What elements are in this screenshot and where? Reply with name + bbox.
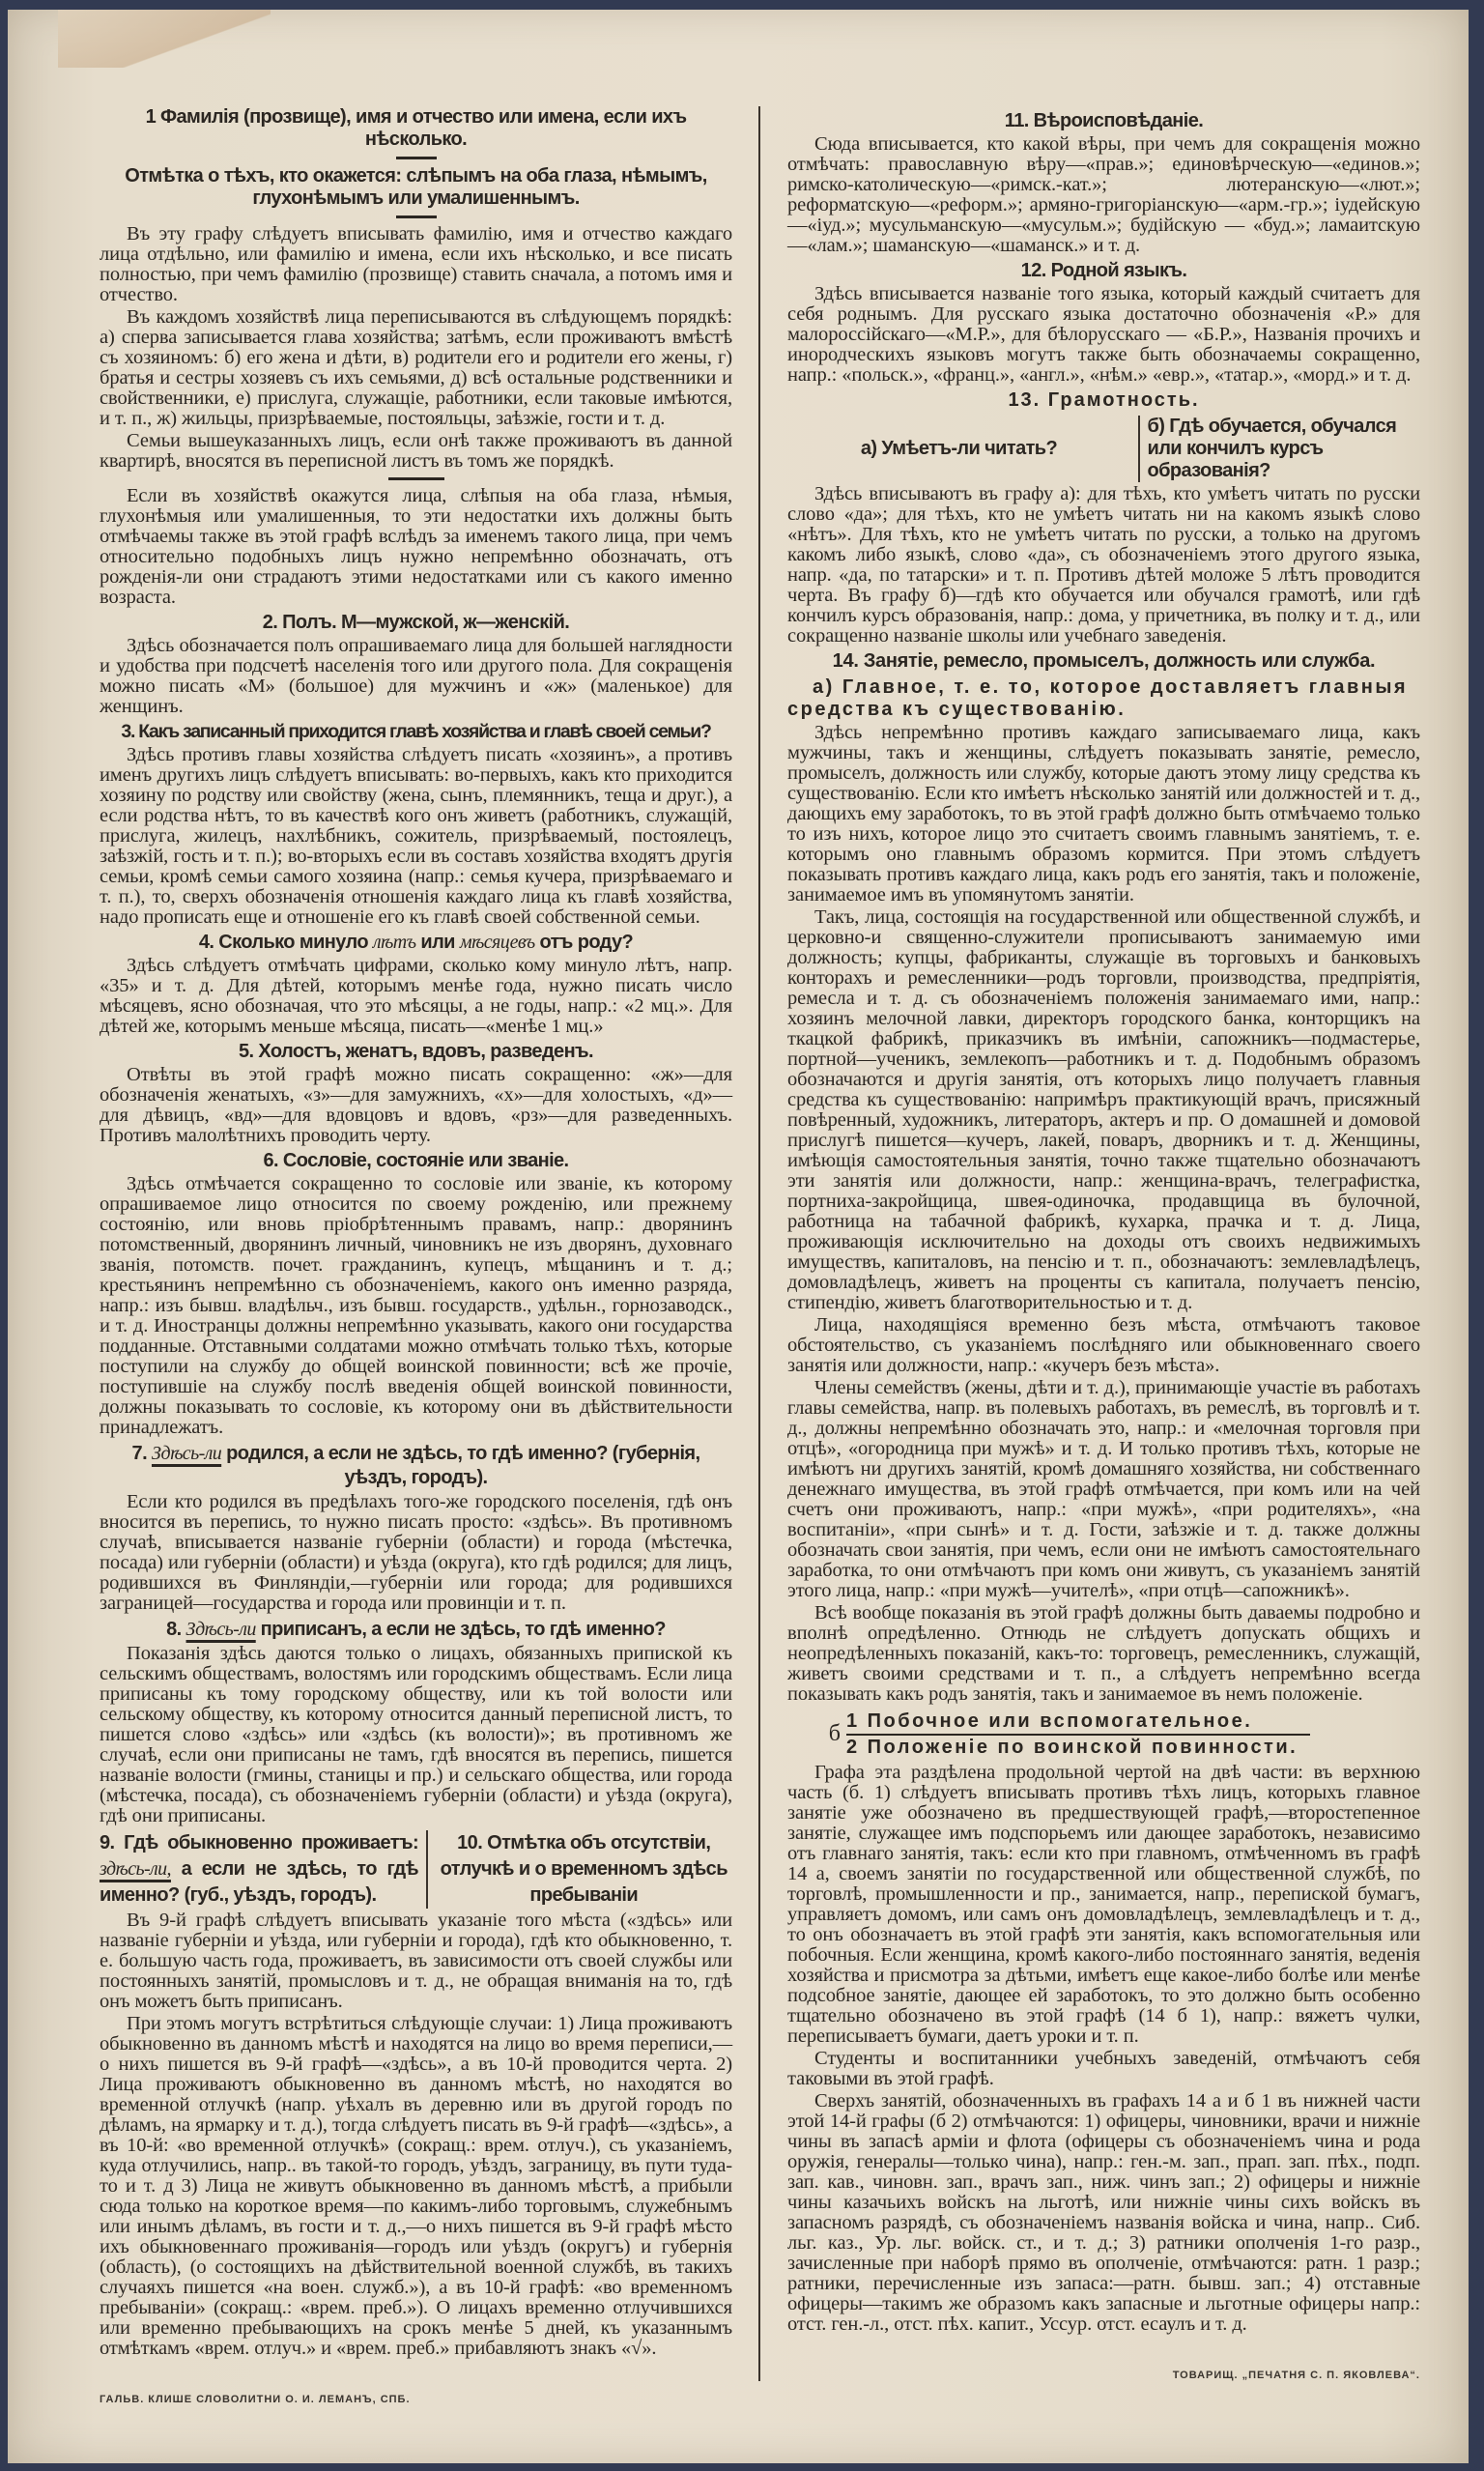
section-7-paragraph: Если кто родился въ предѣлахъ того-же городского поселенія, гдѣ онъ вносится въ перепись, то нужно писать просто: «здѣсь». Въ противномъ случаѣ, вписывается названіе губерніи (области) и города (мѣстечка, посада) или губерніи (области) и уѣзда (округа), кто гдѣ родился; для лицъ, родившихся въ Финляндіи,—губерніи или города; для родившихся заграницей—государства и города или провинціи и т. п. (100, 1491, 732, 1614)
title-emphasis: Здѣсь-ли (151, 1443, 222, 1464)
title-part: отъ роду? (534, 932, 634, 953)
section-1-paragraph: Въ эту графу слѣдуетъ вписывать фамилію, имя и отчество каждаго лица отдѣльно, или фамилію и имена, если ихъ нѣсколько, и все писать полностью, при чемъ фамилію (прозвище) ставить сначала, а потомъ имя и отчество. (100, 223, 732, 305)
section-4-title (100, 932, 732, 954)
section-11-title: 11. Вѣроисповѣданіе. (1004, 110, 1204, 131)
section-14b-header (787, 1710, 1420, 1759)
section-14-paragraph: Здѣсь непремѣнно противъ каждаго записываемаго лица, какъ мужчины, такъ и женщины, слѣдуетъ показывать занятіе, ремесло, промыселъ, должность или службу, которые даютъ этому лицу средства къ существованію. Если кто имѣетъ нѣсколько занятій или должностей и т. д., дающихъ ему заработокъ, то въ этой графѣ должно быть отмѣчаемо только то изъ нихъ, которое лицо это считаетъ своимъ главнымъ занятіемъ, т. е. которымъ оно главнымъ образомъ кормится. При этомъ слѣдуетъ показывать противъ каждаго лица, какъ родъ его занятія, такъ и положеніе, занимаемое имъ въ упомянутомъ занятіи. (787, 722, 1420, 905)
section-9-10-divider (426, 1830, 428, 1909)
section-3-paragraph: Здѣсь противъ главы хозяйства слѣдуетъ писать «хозяинъ», а противъ именъ другихъ лицъ слѣдуетъ вписывать: во-первыхъ, какъ кто приходится хозяину по родству или свойству (жена, сынъ, племянникъ, теща и друг.), а если родства нѣтъ, то въ качествѣ кого онъ живетъ (работникъ, служащій, прислуга, жилецъ, нахлѣбникъ, сожитель, призрѣваемый, постоялецъ, заѣзжій, гость и т. п.); во-вторыхъ если въ составъ хозяйства входятъ другія семьи, кромѣ семьи самого хозяина (напр.: семья кучера, призрѣваемаго и т. п.), то, сверхъ обозначенія отношенія каждаго лица къ главѣ хозяйства, надо прописать еще и отношеніе его къ главѣ своей собственной семьи. (100, 744, 732, 928)
section-6-paragraph: Здѣсь отмѣчается сокращенно то сословіе или званіе, къ которому опрашиваемое лицо относится по своему рожденію, или прежнему состоянію, или вновь пріобрѣтеннымъ правамъ, напр.: дворянинъ потомственный, дворянинъ личный, чиновникъ не изъ дворянъ, духовнаго званія, потомств. почет. гражданинъ, купецъ, мѣщанинъ и т. д.; крестьянинъ непремѣнно съ обозначеніемъ, какого онъ именно разряда, напр.: изъ бывш. владѣльч., изъ бывш. государств., удѣльн., горнозаводск., и т. д. Иностранцы должны непремѣнно указывать, какого они государства подданные. Отставными солдатами можно отмѣчать только тѣхъ, которые поступили на службу до общей воинской повинности; всѣ же прочіе, поступившіе на службу послѣ введенія общей воинской повинности, должны показывать то сословіе, къ которому они въ дѣйствительности принадлежатъ. (100, 1173, 732, 1438)
section-13-paragraph: Здѣсь вписываютъ въ графу а): для тѣхъ, кто умѣетъ читать по русски слово «да»; для тѣхъ, кто не умѣетъ читать ни на какомъ языкѣ слово «нѣтъ». Для тѣхъ, кто не умѣетъ читать по русски, а только на другомъ какомъ либо языкѣ, слово «да», съ обозначеніемъ этого другого языка, напр. «да, по татарски» и т. п. Противъ дѣтей моложе 5 лѣтъ проводится черта. Въ графу б)—гдѣ кто обучается или обучался грамотѣ, или гдѣ кончилъ курсъ образованія, напр.: дома, у причетника, въ полку и т. д., или сокращенно названіе школы или учебнаго заведенія. (787, 483, 1420, 646)
section-1-note: Отмѣтка о тѣхъ, кто окажется: слѣпымъ на оба глаза, нѣмымъ, глухонѣмымъ или умалишеннымъ. (125, 165, 707, 209)
title-part: родился, а если не здѣсь, то гдѣ именно? (губернія, уѣздъ, городъ). (221, 1443, 700, 1488)
section-14b2-title: 2 Положеніе по воинской повинности. (846, 1736, 1298, 1758)
section-14-paragraph: Графа эта раздѣлена продольной чертой на двѣ части: въ верхнюю часть (б. 1) слѣдуетъ вписывать противъ тѣхъ лицъ, которыхъ главное занятіе уже обозначено въ предшествующей графѣ,—второстепенное занятіе, служащее имъ подспорьемъ или дающее заработокъ, независимо отъ главнаго занятія, такъ: если кто при главномъ, отмѣченномъ въ графѣ 14 а, своемъ занятіи по государственной или общественной службѣ, по торговлѣ, промышленности и пр., занимается, напр., перепиской бумагъ, управляетъ домомъ, или самъ онъ домовладѣлецъ, землевладѣлецъ и т. д., то онъ обозначаетъ въ этой графѣ эти занятія, какъ вспомогательныя или побочныя. Если женщина, кромѣ какого-либо постояннаго занятія, веденія хозяйства и присмотра за дѣтьми, имѣетъ еще какое-либо болѣе или менѣе подсобное занятіе, дающее ей заработокъ, то это должно быть особенно тщательно обозначено въ этой графѣ (14 б 1), напр.: вяжетъ чулки, переписываетъ бумаги, даетъ уроки и т. п. (787, 1761, 1420, 2047)
folded-corner (58, 10, 271, 68)
printer-credit-left: ГАЛЬВ. КЛИШЕ СЛОВОЛИТНИ О. И. ЛЕМАНЪ, СПБ. (100, 2394, 411, 2405)
right-column (787, 106, 1420, 2381)
census-instruction-sheet (8, 10, 1469, 2463)
title-emphasis: лѣтъ (372, 932, 416, 953)
section-9-10-header (100, 1830, 732, 1909)
section-8-paragraph: Показанія здѣсь даются только о лицахъ, обязанныхъ припиской къ сельскимъ обществамъ, волостямъ или городскимъ обществамъ. Если лица приписаны къ тому городскому обществу, или къ той волости или сельскому обществу, къ которому относится данный переписной листъ, то пишется слово «здѣсь» или «здѣсь (къ волости)»; въ противномъ же случаѣ, если они приписаны не тамъ, гдѣ вносятся въ перепись, пишется названіе волости (гмины, станицы и пр.) и сельскаго общества, или города (мѣстечка, посада), съ обозначеніемъ губерніи (области) и уѣзда (округа), гдѣ они приписаны. (100, 1643, 732, 1826)
section-9-paragraph: При этомъ могутъ встрѣтиться слѣдующіе случаи: 1) Лица проживаютъ обыкновенно въ данномъ мѣстѣ и находятся на лицо во время переписи,—о нихъ пишется въ 9-й графѣ—«здѣсь», а въ 10-й проводится черта. 2) Лица проживаютъ обыкновенно въ данномъ мѣстѣ, но находятся во временной отлучкѣ (напр. уѣхалъ въ деревню или въ другой городъ по дѣламъ, на ярмарку и т. д.), тогда слѣдуетъ писать въ 9-й графѣ—«здѣсь», а въ 10-й: «во временной отлучкѣ» (сокращ.: врем. отлуч.), съ указаніемъ, куда отлучились, напр.. въ такой-то городъ, уѣздъ, заграницу, въ пути туда-то и т. д 3) Лица не живутъ обыкновенно въ данномъ мѣстѣ, а прибыли сюда только на короткое время—по какимъ-либо торговымъ, служебнымъ или инымъ дѣламъ, въ гости и т. д.,—о нихъ пишется въ 9-й графѣ мѣсто ихъ обыкновеннаго проживанія—городъ или уѣздъ (округъ) и губернія (область), (о состоящихъ на дѣйствительной военной службѣ, въ такихъ случаяхъ пишется «на воен. служб.»), а въ 10-й графѣ: «во временномъ пребываніи» (сокращ.: «врем. преб.»). О лицахъ временно отлучившихся или временно пребывающихъ на срокъ менѣе 5 дней, къ указаннымъ отмѣткамъ «врем. отлуч.» и «врем. преб.» прибавляютъ знакъ «√». (100, 2013, 732, 2359)
section-7-title (100, 1442, 732, 1490)
section-13-divider (1138, 416, 1140, 482)
section-14-paragraph: Студенты и воспитанники учебныхъ заведеній, отмѣчаютъ себя таковыми въ этой графѣ. (787, 2047, 1420, 2089)
section-14-paragraph: Лица, находящіяся временно безъ мѣста, отмѣчаютъ таковое обстоятельство, съ указаніемъ послѣдняго или обыкновеннаго своего занятія или должности, напр.: «кучеръ безъ мѣста». (787, 1314, 1420, 1376)
title-part: 9. Гдѣ обыкновенно проживаетъ: (100, 1832, 418, 1853)
section-14a-title: а) Главное, т. е. то, которое доставляетъ главныя средства къ существованію. (787, 676, 1409, 720)
section-5-title: 5. Холостъ, женатъ, вдовъ, разведенъ. (239, 1041, 593, 1062)
section-9-title (100, 1830, 418, 1909)
section-14b-titles (846, 1710, 1310, 1759)
section-14-title: 14. Занятіе, ремесло, промыселъ, должность или служба. (832, 650, 1376, 672)
section-1-paragraph: Семьи вышеуказанныхъ лицъ, если онѣ также проживаютъ въ данной квартирѣ, вносятся въ переписной листъ въ томъ же порядкѣ. (100, 430, 732, 472)
title-emphasis: здѣсь-ли, (100, 1858, 171, 1880)
section-4-paragraph: Здѣсь слѣдуетъ отмѣчать цифрами, сколько кому минуло лѣтъ, напр. «35» и т. д. Для дѣтей, которымъ менѣе года, нужно писать число мѣсяцевъ, ясно обозначая, что это мѣсяцы, а не годы, напр.: «2 мц.». Для дѣтей же, которымъ меньше мѣсяца, писать—«менѣе 1 мц.» (100, 955, 732, 1037)
section-14-paragraph: Члены семействъ (жены, дѣти и т. д.), принимающіе участіе въ работахъ главы семейства, напр. въ полевыхъ работахъ, въ ремеслѣ, въ торговлѣ и т. д., должны непремѣнно обозначать это, напр.: и «мелочная торговля при отцѣ», «огородница при мужѣ» и т. д. И только противъ тѣхъ, которые не имѣютъ ни другихъ занятій, кромѣ домашняго хозяйства, ни собственнаго денежнаго имущества, въ этой графѣ отмѣчается, при комъ или на чей счетъ они проживаютъ, напр.: «при мужѣ», «при родителяхъ», «на воспитаніи», «при сынѣ» и т. д. Гости, заѣзжіе и т. д. также должны обозначать свои занятія, при чемъ, если они не имѣютъ самостоятельнаго заработка, то они отмѣчаютъ при комъ они живутъ, съ указаніемъ занятій этого лица, напр.: «при мужѣ—учителѣ», «при отцѣ—сапожникѣ». (787, 1377, 1420, 1601)
section-14-paragraph: Сверхъ занятій, обозначенныхъ въ графахъ 14 а и б 1 въ нижней части этой 14-й графы (б 2) отмѣчаются: 1) офицеры, чиновники, врачи и нижніе чины въ запасѣ арміи и флота (офицеры съ обозначеніемъ чина и рода оружія, генералы—только чина), напр.: ген.-м. зап., прап. зап. пѣх., подп. зап. кав., чиновн. зап., врачъ зап., ниж. чинъ зап.; 2) офицеры и нижніе чины казачьихъ войскъ на льготѣ, или нижніе чины сихъ войскъ въ запасномъ разрядѣ, съ обозначеніемъ названія войска и чина, напр.. Сиб. льг. каз., Ур. льг. войск. ст., и т. д.; 3) ратники ополченія 1-го разр., зачисленные при наборѣ прямо въ ополченіе, отмѣчаются: ратн. 1 разр.; ратники, перечисленные изъ запаса:—ратн. бывш. зап.; 4) отставные офицеры—такимъ же образомъ какъ запасные и льготные офицеры напр.: отст. ген.-л., отст. пѣх. капит., Уссур. отст. есаулъ и т. д. (787, 2089, 1420, 2335)
section-1-paragraph: Если въ хозяйствѣ окажутся лица, слѣпыя на оба глаза, нѣмыя, глухонѣмыя или умалишенныя, то эти недостатки ихъ должны быть отмѣчаемы также въ этой графѣ вслѣдъ за именемъ такого лица, при чемъ относительно подобныхъ лицъ нужно непремѣнно обозначать, отъ рожденія-ли они страдаютъ этими недостатками или съ какого именно возраста. (100, 485, 732, 608)
section-1-paragraph: Въ каждомъ хозяйствѣ лица переписываются въ слѣдующемъ порядкѣ: а) сперва записывается глава хозяйства; затѣмъ, если проживаютъ вмѣстѣ съ хозяиномъ: б) его жена и дѣти, в) родители его и родители его жены, г) братья и сестры хозяевъ съ ихъ семьями, д) всѣ остальные родственники и свойственники, е) прислуга, служащіе, работники, если таковые имѣются, и т. п., ж) жильцы, призрѣваемые, постояльцы, заѣзжіе, гости и т. д. (100, 306, 732, 429)
section-5-paragraph: Отвѣты въ этой графѣ можно писать сокращенно: «ж»—для обозначенія женатыхъ, «з»—для замужнихъ, «х»—для холостыхъ, «д»—для дѣвицъ, «вд»—для вдовцовъ и вдовъ, «рз»—для разведенныхъ. Противъ малолѣтнихъ проводить черту. (100, 1064, 732, 1146)
section-9-paragraph: Въ 9-й графѣ слѣдуетъ вписывать указаніе того мѣста («здѣсь» или названіе губерніи и уѣзда, или губерніи и города), гдѣ кто обыкновенно, т. е. большую часть года, проживаетъ, въ зависимости отъ своей службы или постоянныхъ занятій, промысловъ и т. д., не обращая вниманія на то, гдѣ онъ можетъ быть приписанъ. (100, 1910, 732, 2012)
section-8-title (100, 1618, 732, 1642)
title-number: 8. (166, 1619, 186, 1640)
divider-rule (396, 157, 437, 159)
section-2-paragraph: Здѣсь обозначается полъ опрашиваемаго лица для большей наглядности и удобства при подсчетѣ населенія того или другого пола. Для сокращенія можно писать «М» (большое) для мужчинъ и «ж» (маленькое) для женщинъ. (100, 635, 732, 717)
section-10-title: 10. Отмѣтка объ отсутствіи, отлучкѣ и о временномъ здѣсь пребываніи (440, 1832, 728, 1906)
divider-rule (396, 215, 437, 218)
section-14-paragraph: Такъ, лица, состоящія на государственной или общественной службѣ, и церковно-и священно-служители прописываютъ занимаемую ими должность; купцы, фабриканты, служащіе въ торговыхъ и банковыхъ конторахъ и ремесленники—родъ торговли, производства, предпріятія, ремесла и т. д. съ обозначеніемъ положенія занимаемаго ими, напр.: хозяинъ мелочной лавки, директоръ городского банка, конторщикъ на ткацкой фабрикѣ, приказчикъ въ имѣніи, сапожникъ—подмастерье, портной—ученикъ, землекопъ—работникъ и т. д. Подобнымъ образомъ обозначаются и другія занятія, отъ которыхъ лицо получаетъ главныя средства къ существованію: напримѣръ практикующій врачъ, присяжный повѣренный, художникъ, литераторъ, актеръ и пр. О домашней и домовой прислугѣ пишется—кучеръ, лакей, поваръ, дворникъ и т. д. Женщины, имѣющія самостоятельныя занятія, точно также тщательно обозначаютъ эти занятія или должности, напр.: женщина-врачъ, телеграфистка, портниха-закройщица, швея-одиночка, продавщица въ булочной, работница на табачной фабрикѣ, кухарка, прачка и т. д. Лица, проживающія исключительно на доходы отъ своихъ недвижимыхъ имуществъ, капиталовъ, на пенсію и т. п., обозначаютъ: землевладѣлецъ, домовладѣлецъ, живетъ на проценты съ капитала, получаетъ пенсію, стипендію, живетъ благотворительностью и т. д. (787, 906, 1420, 1313)
divider-rule (388, 477, 444, 480)
section-13-subheaders (787, 416, 1420, 482)
section-14-paragraph: Всѣ вообще показанія въ этой графѣ должны быть даваемы подробно и вполнѣ опредѣленно. Отнюдь не слѣдуетъ допускать общихъ и неопредѣленныхъ показаній, какъ-то: торговецъ, ремесленникъ, служащій, живетъ своими средствами и т. п., а слѣдуетъ непремѣнно всегда показывать какъ родъ занятія, такъ и занимаемое въ немъ положеніе. (787, 1602, 1420, 1705)
section-11-paragraph: Сюда вписывается, кто какой вѣры, при чемъ для сокращенія можно отмѣчать: православную вѣру—«прав.»; единовѣрческую—«единов.»; римско-католическую—«римск.-кат.»; лютеранскую—«лют.»; реформатскую—«реформ.»; армяно-григоріанскую—«арм.-гр.»; іудейскую—«іуд.»; мусульманскую—«мусульм.»; будійскую — «буд.»; ламаитскую—«лам.»; шаманскую—«шаманск.» и т. д. (787, 133, 1420, 256)
section-14b-label: б (828, 1721, 841, 1747)
title-number: 7. (131, 1443, 152, 1464)
title-emphasis: мѣсяцевъ (459, 932, 535, 953)
section-13-title: 13. Грамотность. (1008, 389, 1200, 411)
title-part: а если не здѣсь, то гдѣ именно? (губ., уѣздъ, городъ). (100, 1858, 418, 1906)
section-12-paragraph: Здѣсь вписывается названіе того языка, который каждый считаетъ для себя роднымъ. Для русскаго языка достаточно обозначенія «Р.» для малороссійскаго—«М.Р.», для бѣлорусскаго — «Б.Р.», Названія прочихъ и инородческихъ языковъ могутъ также быть обозначаемы сокращенно, напр.: «польск.», «франц.», «англ.», «нѣм.» «евр.», «татар.», «морд.» и т. д. (787, 283, 1420, 386)
section-14b-divider (846, 1734, 1310, 1736)
printer-credit-right: ТОВАРИЩ. „ПЕЧАТНЯ С. П. ЯКОВЛЕВА“. (1172, 2369, 1420, 2381)
section-1-title: 1 Фамилія (прозвище), имя и отчество или имена, если ихъ нѣсколько. (145, 106, 687, 150)
left-column (100, 106, 732, 2405)
section-6-title: 6. Сословіе, состояніе или званіе. (263, 1150, 569, 1171)
title-part: приписанъ, а если не здѣсь, то гдѣ именно? (255, 1619, 666, 1640)
title-emphasis: Здѣсь-ли (186, 1619, 256, 1640)
section-12-title: 12. Родной языкъ. (1020, 260, 1187, 281)
section-3-title: 3. Какъ записанный приходится главѣ хозяйства и главѣ своей семьи? (121, 721, 711, 742)
section-14b1-title: 1 Побочное или вспомогательное. (846, 1710, 1253, 1732)
section-2-title: 2. Полъ. М—мужской, ж—женскій. (262, 612, 570, 633)
title-part: или (415, 932, 460, 953)
title-part: 4. Сколько минуло (198, 932, 373, 953)
section-13a-title: а) Умѣетъ-ли читать? (860, 438, 1058, 459)
section-13b-title: б) Гдѣ обучается, обучался или кончилъ курсъ образованія? (1147, 416, 1397, 481)
